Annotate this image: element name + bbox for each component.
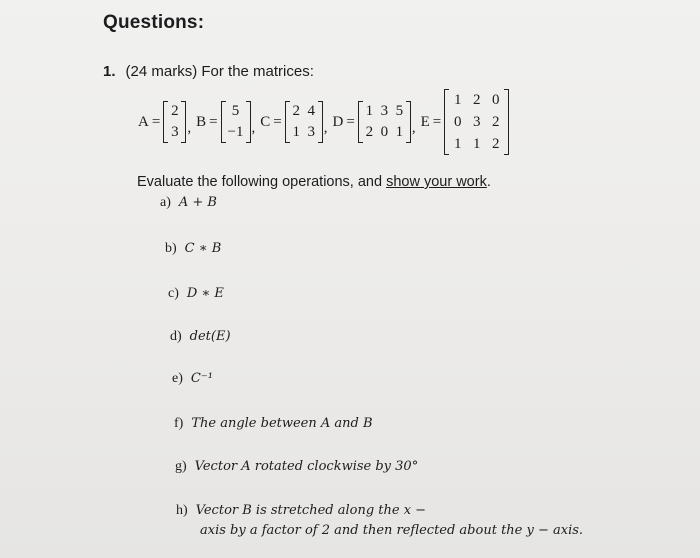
matrix-cell: 1 xyxy=(453,92,462,108)
equals-sign: = xyxy=(151,113,161,130)
matrix-cell: 1 xyxy=(292,124,300,140)
matrix-cell: −1 xyxy=(227,124,244,140)
matrix-column xyxy=(448,89,467,155)
question-1 xyxy=(103,63,314,80)
matrix-c xyxy=(285,101,323,143)
question-number: 1. xyxy=(103,63,116,80)
part-label: h) xyxy=(176,503,188,518)
matrix-cell: 2 xyxy=(171,103,179,119)
matrix-definitions xyxy=(138,84,509,160)
question-text: (24 marks) For the matrices: xyxy=(125,63,314,80)
matrix-cell: 1 xyxy=(365,103,374,119)
matrix-separator: , xyxy=(323,119,328,136)
matrix-c-label: C xyxy=(260,113,271,130)
part-label: g) xyxy=(175,459,187,474)
matrix-cell: 3 xyxy=(307,124,315,140)
equals-sign: = xyxy=(209,113,218,130)
matrix-a-label: A xyxy=(138,113,149,130)
matrix-column xyxy=(392,101,407,143)
matrix-column xyxy=(486,89,505,155)
matrix-cell: 0 xyxy=(491,92,500,108)
matrix-cell: 5 xyxy=(395,103,404,119)
equals-sign: = xyxy=(346,113,355,130)
matrix-cell: 2 xyxy=(491,136,500,152)
matrix-d-label: D xyxy=(332,113,344,130)
matrix-column xyxy=(362,101,377,143)
matrix-cell: 0 xyxy=(380,124,389,140)
matrix-separator: , xyxy=(251,119,256,136)
matrix-cell: 5 xyxy=(231,103,240,119)
instruction-underlined: show your work xyxy=(386,174,487,190)
part-d xyxy=(170,329,231,345)
matrix-b xyxy=(221,101,251,143)
part-text: The angle between A and B xyxy=(191,416,373,431)
part-h xyxy=(176,501,583,541)
matrix-column xyxy=(467,89,486,155)
equals-sign: = xyxy=(273,113,282,130)
matrix-cell: 1 xyxy=(395,124,404,140)
equals-sign: = xyxy=(432,113,442,130)
matrix-cell: 3 xyxy=(380,103,389,119)
part-label: c) xyxy=(168,286,179,301)
matrix-separator: , xyxy=(187,119,192,136)
instruction-after: . xyxy=(486,174,491,190)
matrix-column xyxy=(289,101,304,143)
matrix-e xyxy=(444,89,509,155)
matrix-a xyxy=(163,101,186,143)
part-b xyxy=(165,241,221,257)
part-f xyxy=(174,416,373,432)
matrix-cell: 2 xyxy=(472,92,481,108)
instruction-text xyxy=(137,174,491,190)
matrix-column xyxy=(225,101,247,143)
page-title: Questions: xyxy=(103,12,205,33)
part-text-continued: axis by a factor of 2 and then reflected about the y − axis. xyxy=(200,523,584,538)
part-g xyxy=(175,459,418,475)
part-e xyxy=(172,371,213,387)
instruction-before: Evaluate the following operations, and xyxy=(137,174,387,190)
matrix-cell: 3 xyxy=(472,114,481,130)
matrix-cell: 2 xyxy=(491,114,500,130)
matrix-column xyxy=(304,101,319,143)
part-c xyxy=(168,286,224,302)
part-a xyxy=(160,195,217,211)
matrix-cell: 3 xyxy=(171,124,179,140)
part-text: D ∗ E xyxy=(186,286,224,301)
part-label: d) xyxy=(170,329,182,344)
part-label: e) xyxy=(172,371,183,386)
part-text: C⁻¹ xyxy=(190,371,213,386)
matrix-cell: 2 xyxy=(365,124,374,140)
matrix-separator: , xyxy=(411,119,416,136)
matrix-b-label: B xyxy=(196,113,207,130)
part-text: det(E) xyxy=(189,329,231,344)
matrix-column xyxy=(167,101,182,143)
part-text: Vector A rotated clockwise by 30° xyxy=(194,459,419,474)
part-text: Vector B is stretched along the x − xyxy=(195,503,427,518)
matrix-column xyxy=(377,101,392,143)
part-label: b) xyxy=(165,241,177,256)
matrix-cell: 1 xyxy=(453,136,462,152)
part-label: f) xyxy=(174,416,184,431)
part-text: C ∗ B xyxy=(184,241,222,256)
matrix-e-label: E xyxy=(420,113,430,130)
matrix-d xyxy=(358,101,411,143)
matrix-cell: 0 xyxy=(453,114,462,130)
part-text: A + B xyxy=(178,195,217,210)
matrix-cell: 2 xyxy=(292,103,300,119)
part-label: a) xyxy=(160,195,171,210)
matrix-cell: 1 xyxy=(472,136,481,152)
matrix-cell: 4 xyxy=(307,103,315,119)
